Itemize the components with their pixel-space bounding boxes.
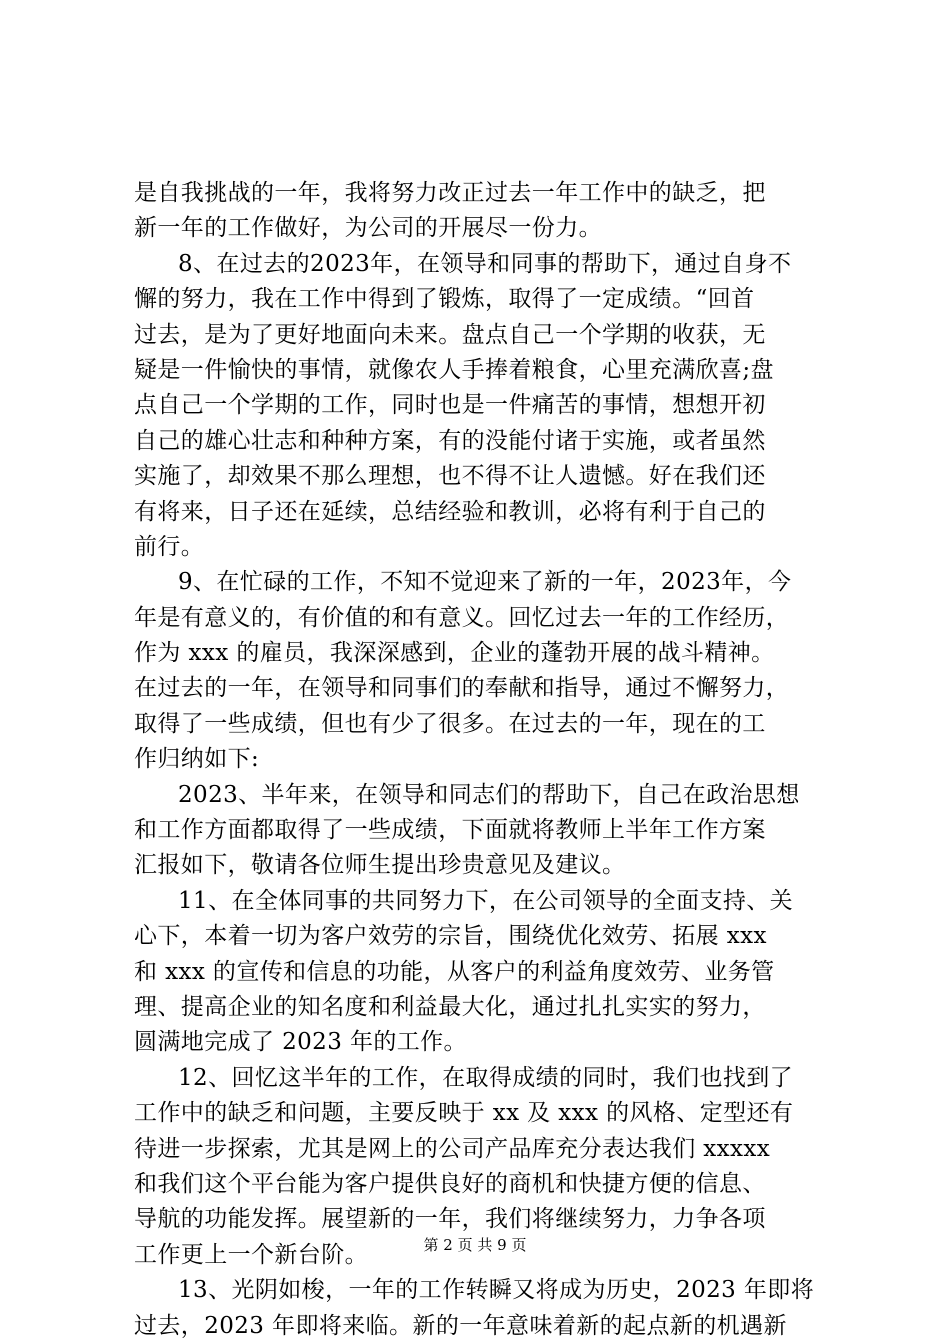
text-line: 8、在过去的2023年，在领导和同事的帮助下，通过自身不 [178,250,792,277]
text-line: 是自我挑战的一年，我将努力改正过去一年工作中的缺乏，把 [134,180,766,206]
text-line: 工作中的缺乏和问题，主要反映于 xx 及 xxx 的风格、定型还有 [134,1100,794,1127]
document-body [134,176,840,1344]
text-line: 心下，本着一切为客户效劳的宗旨，围绕优化效劳、拓展 xxx [134,923,767,950]
text-line: 自己的雄心壮志和种种方案，有的没能付诸于实施，或者虽然 [134,427,766,454]
text-line: 和 xxx 的宣传和信息的功能，从客户的利益角度效劳、业务管 [134,958,775,985]
text-line: 汇报如下，敬请各位师生提出珍贵意见及建议。 [134,852,626,879]
text-line: 和我们这个平台能为客户提供良好的商机和快捷方便的信息、 [134,1170,766,1197]
text-line: 11、在全体同事的共同努力下，在公司领导的全面支持、关 [178,887,794,914]
text-line: 实施了，却效果不那么理想，也不得不让人遗憾。好在我们还 [134,463,766,490]
text-line: 12、回忆这半年的工作，在取得成绩的同时，我们也找到了 [178,1064,794,1091]
text-line: 作归纳如下: [134,746,260,773]
text-line: 取得了一些成绩，但也有少了很多。在过去的一年，现在的工 [134,710,766,737]
text-line: 疑是一件愉快的事情，就像农人手捧着粮食，心里充满欣喜;盘 [134,356,774,383]
text-line: 前行。 [134,533,205,560]
text-line: 待进一步探索，尤其是网上的公司产品库充分表达我们 xxxxx [134,1135,771,1162]
text-line: 作为 xxx 的雇员，我深深感到，企业的蓬勃开展的战斗精神。 [134,640,775,667]
text-line: 工作更上一个新台阶。 [134,1241,368,1268]
text-line: 13、光阴如梭，一年的工作转瞬又将成为历史，2023 年即将 [178,1277,815,1304]
text-line: 新一年的工作做好，为公司的开展尽一份力。 [134,215,602,242]
text-line: 圆满地完成了 2023 年的工作。 [134,1029,467,1056]
text-line: 和工作方面都取得了一些成绩，下面就将教师上半年工作方案 [134,817,766,844]
text-line: 导航的功能发挥。展望新的一年，我们将继续努力，力争各项 [134,1206,766,1233]
text-line: 2023、半年来，在领导和同志们的帮助下，自己在政治思想 [178,781,800,808]
text-line: 点自己一个学期的工作，同时也是一件痛苦的事情，想想开初 [134,392,766,419]
text-line: 9、在忙碌的工作，不知不觉迎来了新的一年，2023年，今 [178,569,792,596]
text-line: 年是有意义的，有价值的和有意义。回忆过去一年的工作经历， [134,604,790,631]
page-number-footer: 第 2 页 共 9 页 [423,1236,527,1254]
text-line: 懈的努力，我在工作中得到了锻炼，取得了一定成绩。“回首 [134,286,755,313]
text-line: 在过去的一年，在领导和同事们的奉献和指导，通过不懈努力， [134,675,790,702]
text-line: 过去，是为了更好地面向未来。盘点自己一个学期的收获，无 [134,321,766,348]
text-line: 有将来，日子还在延续，总结经验和教训，必将有利于自己的 [134,498,766,525]
text-line: 过去，2023 年即将来临。新的一年意味着新的起点新的机遇新 [134,1312,787,1339]
text-line: 理、提高企业的知名度和利益最大化，通过扎扎实实的努力， [134,993,766,1020]
